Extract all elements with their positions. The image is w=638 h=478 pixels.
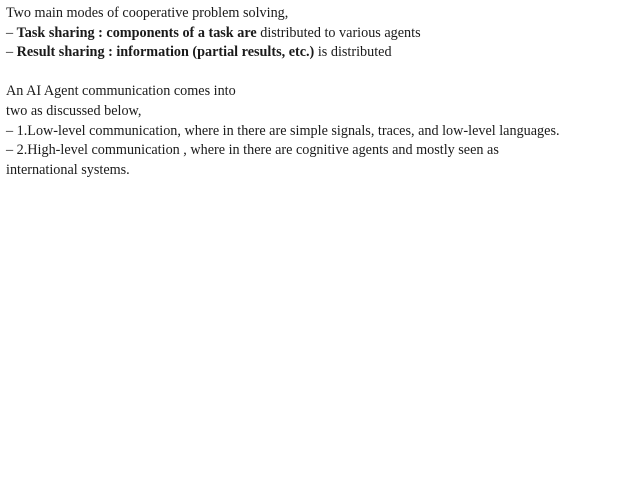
high-level-item-line-1: – 2.High-level communication , where in there are cognitive agents and mostly seen as [6, 142, 499, 159]
bullet-dash: – [6, 44, 17, 61]
bullet-result-sharing [6, 43, 636, 63]
paragraph-line-2: two as discussed below, [6, 102, 142, 119]
bullet-dash: – [6, 24, 17, 41]
paragraph-gap [6, 63, 636, 83]
paragraph-line-1: An AI Agent communication comes into [6, 83, 236, 100]
result-sharing-bold: Result sharing : information (partial results, etc.) [16, 44, 315, 61]
low-level-item: – 1.Low-level communication, where in there are simple signals, traces, and low-level languages. [6, 122, 560, 139]
high-level-item-line-2: international systems. [6, 161, 130, 178]
task-sharing-rest: distributed to various agents [256, 24, 421, 41]
result-sharing-rest: is distributed [314, 44, 392, 61]
task-sharing-bold: Task sharing : components of a task are [16, 24, 257, 41]
intro-line: Two main modes of cooperative problem solving, [6, 5, 289, 21]
bullet-task-sharing [6, 24, 636, 44]
slide-text [6, 4, 636, 180]
